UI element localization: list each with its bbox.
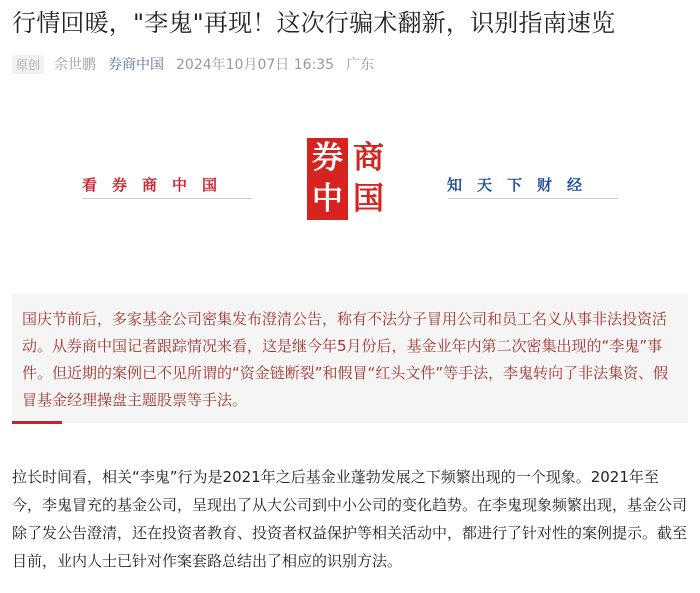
banner-rule-right [448,198,618,199]
logo-char: 国 [348,179,389,220]
logo-char: 商 [348,138,389,179]
summary-box [12,294,688,423]
publish-location: 广东 [346,57,375,73]
author-name: 余世鹏 [54,57,97,73]
summary-text: 国庆节前后，多家基金公司密集发布澄清公告，称有不法分子冒用公司和员工名义从事非法投资活动。从券商中国记者跟踪情况来看，这是继今年5月份后，基金业年内第二次密集出现的“李鬼”事件。但近期的案例已不见所谓的“资金链断裂”和假冒“红头文件”等手法，李鬼转向了非法集资、假冒基金经理操盘主题股票等手法。 [22,310,669,409]
logo-char: 中 [312,181,343,217]
article-meta [12,53,374,75]
article-title: 行情回暖，"李鬼"再现！这次行骗术翻新，识别指南速览 [12,9,616,37]
summary-accent-bar [12,421,62,424]
publish-datetime: 2024年10月07日 16:35 [176,57,335,73]
banner-slogan-left: 看券商中国 [82,176,233,194]
logo-char: 券 [312,140,343,176]
body-paragraph: 拉长时间看，相关“李鬼”行为是2021年之后基金业蓬勃发展之下频繁出现的一个现象。2021年至今，李鬼冒充的基金公司，呈现出了从大公司到中小公司的变化趋势。在李鬼现象频繁出现，基金公司除了发公告澄清，还在投资者教育、投资者权益保护等相关活动中，都进行了针对性的案例提示。截至目前，业内人士已针对作案套路总结出了相应的识别方法。 [12,468,688,570]
banner-rule-left [82,198,252,199]
original-badge: 原创 [12,55,44,74]
brand-logo-seal [307,138,389,220]
account-link[interactable]: 券商中国 [108,57,165,73]
banner-slogan-right: 知天下财经 [447,176,598,194]
